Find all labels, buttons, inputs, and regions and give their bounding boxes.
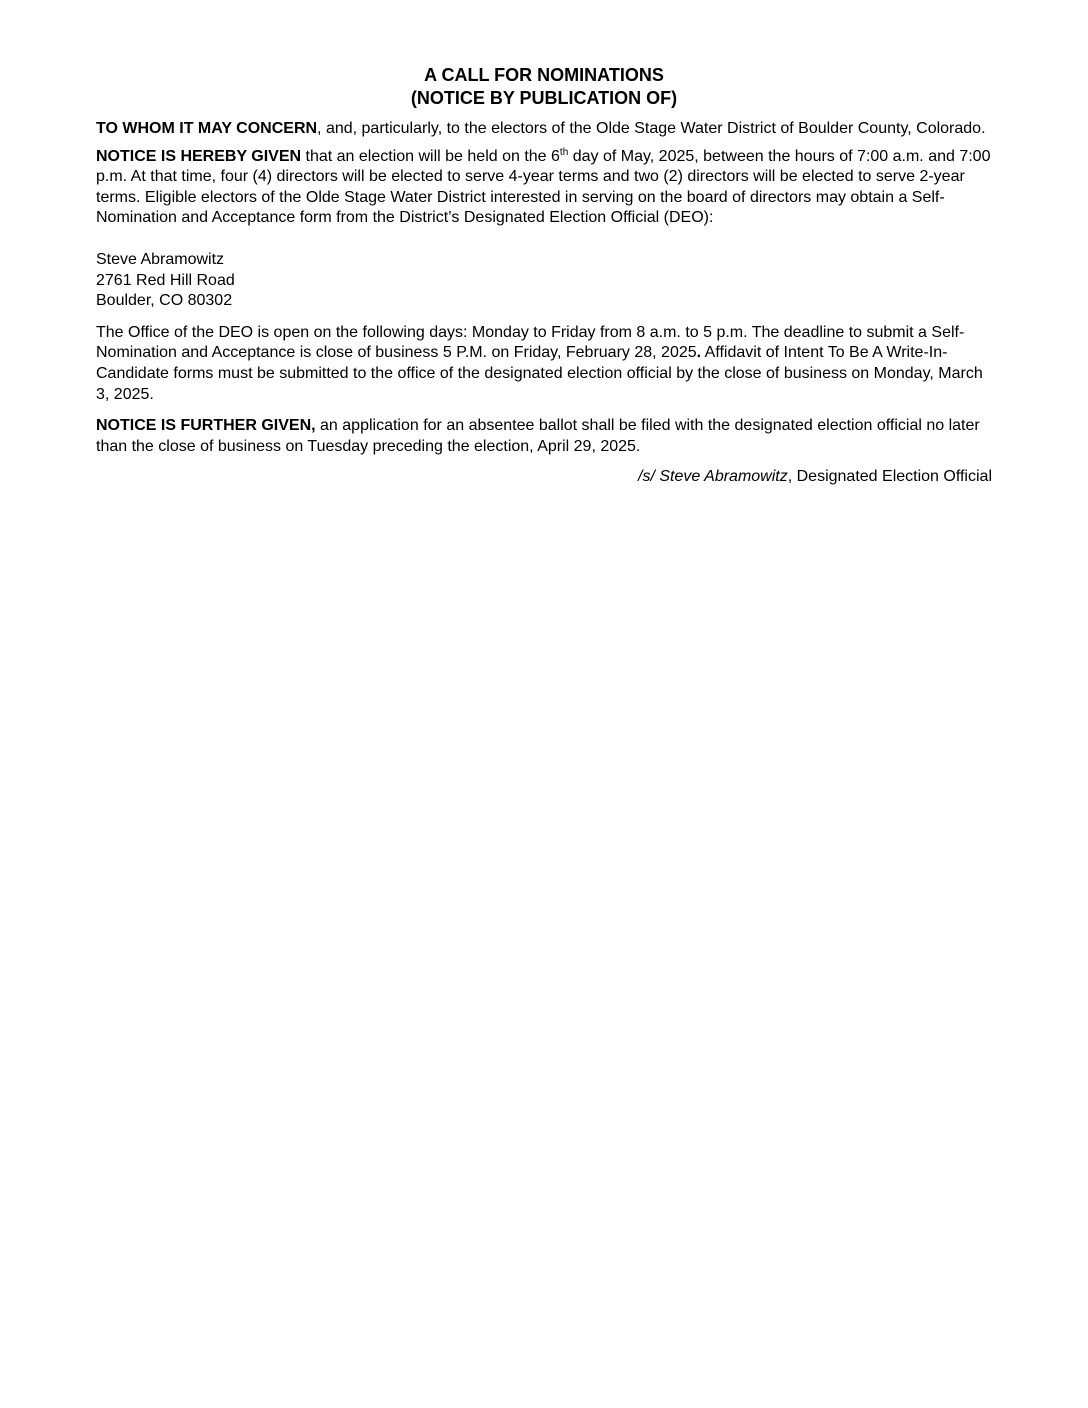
- notice-text-a: that an election will be held on the 6: [301, 147, 560, 165]
- signature-line: [96, 467, 992, 488]
- notice-ordinal-suffix: th: [559, 146, 569, 158]
- office-text-a: The Office of the DEO is open on the following days: Monday to Friday from 8 a.m. to 5 p.m. The deadline to submit a Self-Nomination and Acceptance is close of business 5 P.M. on Friday, February 28, 2025: [96, 323, 965, 362]
- address-name: Steve Abramowitz: [96, 250, 225, 268]
- notice-paragraph: [96, 147, 992, 229]
- office-bold-period: .: [696, 344, 702, 362]
- signature-role: , Designated Election Official: [787, 468, 992, 486]
- whom-text: , and, particularly, to the electors of the Olde Stage Water District of Boulder County, Colorado.: [317, 120, 986, 137]
- signature-name: /s/ Steve Abramowitz: [638, 468, 788, 486]
- whom-lead: TO WHOM IT MAY CONCERN: [96, 120, 318, 137]
- notice-lead: NOTICE IS HEREBY GIVEN: [96, 147, 302, 165]
- address-city: Boulder, CO 80302: [96, 292, 233, 310]
- office-paragraph: [96, 323, 992, 405]
- whom-paragraph: [96, 119, 992, 140]
- further-text: an application for an absentee ballot shall be filed with the designated election official no later than the close of business on Tuesday preceding the election, April 29, 2025.: [96, 417, 980, 455]
- document-title: [96, 64, 992, 110]
- notice-document: [96, 64, 992, 488]
- office-text-b: Affidavit of Intent To Be A Write-In-Candidate forms must be submitted to the office of the designated election official by the close of business on Monday, March 3, 2025.: [96, 344, 983, 403]
- further-paragraph: [96, 416, 992, 457]
- title-line-2: (NOTICE BY PUBLICATION OF): [410, 88, 678, 108]
- address-street: 2761 Red Hill Road: [96, 271, 235, 289]
- further-lead: NOTICE IS FURTHER GIVEN,: [96, 417, 316, 435]
- deo-address: [96, 250, 992, 312]
- title-line-1: A CALL FOR NOMINATIONS: [424, 65, 664, 85]
- notice-text-b: day of May, 2025, between the hours of 7:00 a.m. and 7:00 p.m. At that time, four (4) directors will be elected to serve 4-year terms and two (2) directors will be elected to serve 2-year terms. Eligible electors of the Olde Stage Water District interested in serving on the board of directors may obtain a Self-Nomination and Acceptance form from the District’s Designated Election Official (DEO):: [96, 147, 991, 227]
